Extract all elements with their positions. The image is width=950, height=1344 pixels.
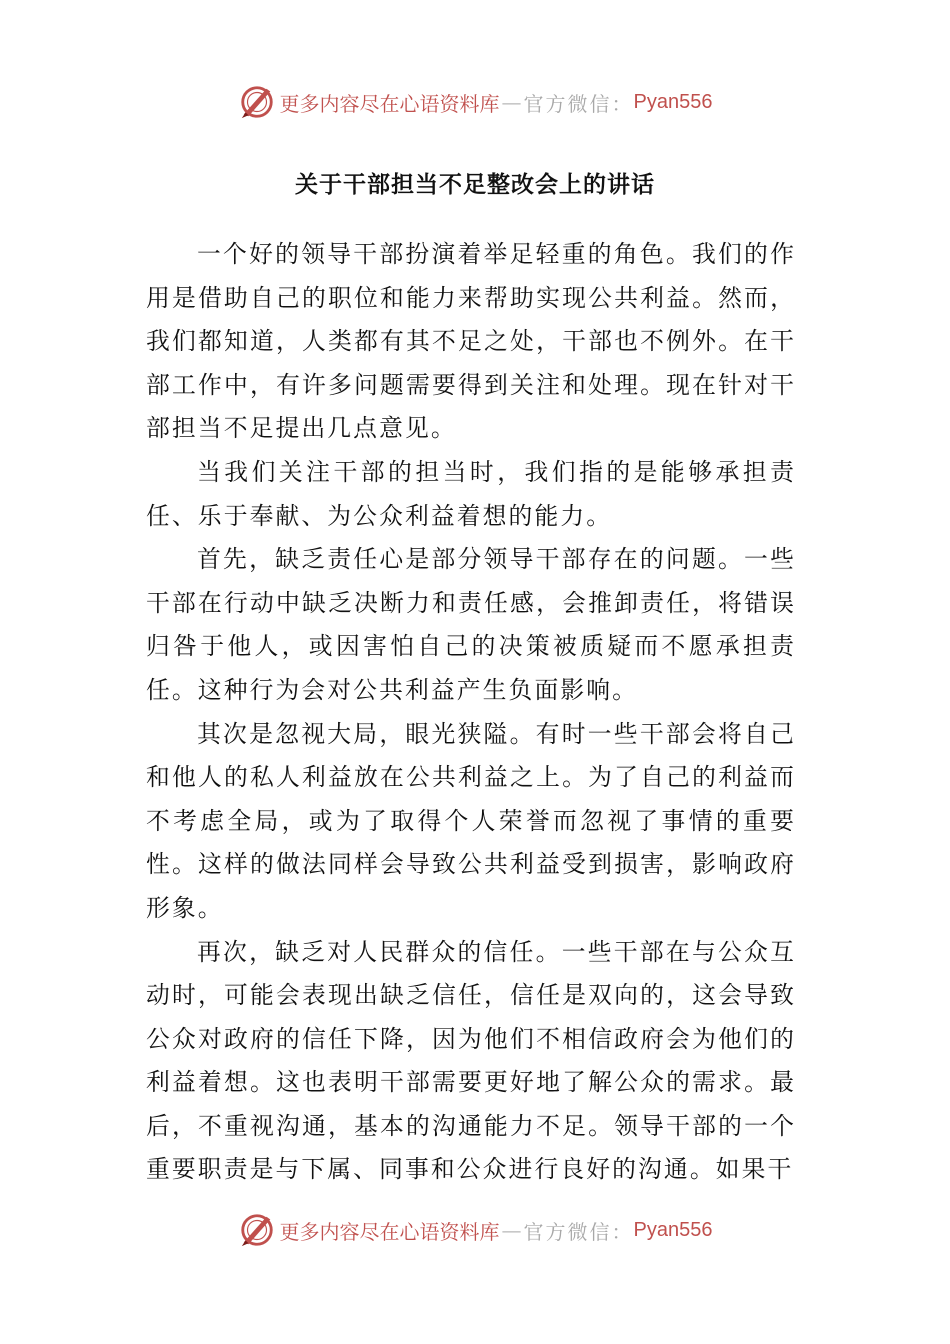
footer-banner (0, 1208, 950, 1252)
footer-account-id: Pyan556 (633, 1218, 713, 1241)
footer-account-label: 官方微信： (523, 1219, 634, 1244)
paragraph-first-issue: 首先，缺乏责任心是部分领导干部存在的问题。一些干部在行动中缺乏决断力和责任感，会推卸责任，将错误归咎于他人，或因害怕自己的决策被质疑而不愿承担责任。这种行为会对公共利益产生负面影响。 (146, 545, 796, 704)
paragraph-intro: 一个好的领导干部扮演着举足轻重的角色。我们的作用是借助自己的职位和能力来帮助实现公共利益。然而，我们都知道，人类都有其不足之处，干部也不例外。在干部工作中，有许多问题需要得到关注和处理。现在针对干部担当不足提出几点意见。 (146, 240, 796, 443)
paragraph-third-issue: 再次，缺乏对人民群众的信任。一些干部在与公众互动时，可能会表现出缺乏信任，信任是双向的，这会导致公众对政府的信任下降，因为他们不相信政府会为他们的利益着想。这也表明干部需要更好地了解公众的需求。最后，不重视沟通，基本的沟通能力不足。领导干部的一个重要职责是与下属、同事和公众进行良好的沟通。如果干 (146, 937, 796, 1184)
pen-logo-icon (238, 83, 276, 121)
paragraph-definition: 当我们关注干部的担当时，我们指的是能够承担责任、乐于奉献、为公众利益着想的能力。 (146, 457, 796, 530)
header-banner (0, 80, 950, 124)
header-account-id: Pyan556 (633, 90, 713, 113)
footer-separator: — (501, 1218, 522, 1242)
document-title: 关于干部担当不足整改会上的讲话 (295, 172, 655, 198)
header-promo-text: 更多内容尽在心语资料库 (279, 91, 500, 116)
document-body (146, 233, 796, 1192)
footer-promo-text: 更多内容尽在心语资料库 (279, 1219, 500, 1244)
header-separator: — (501, 90, 522, 114)
header-account-label: 官方微信： (523, 91, 634, 116)
pen-logo-icon (238, 1211, 276, 1249)
paragraph-second-issue: 其次是忽视大局，眼光狭隘。有时一些干部会将自己和他人的私人利益放在公共利益之上。为了自己的利益而不考虑全局，或为了取得个人荣誉而忽视了事情的重要性。这样的做法同样会导致公共利益受到损害，影响政府形象。 (146, 719, 796, 922)
